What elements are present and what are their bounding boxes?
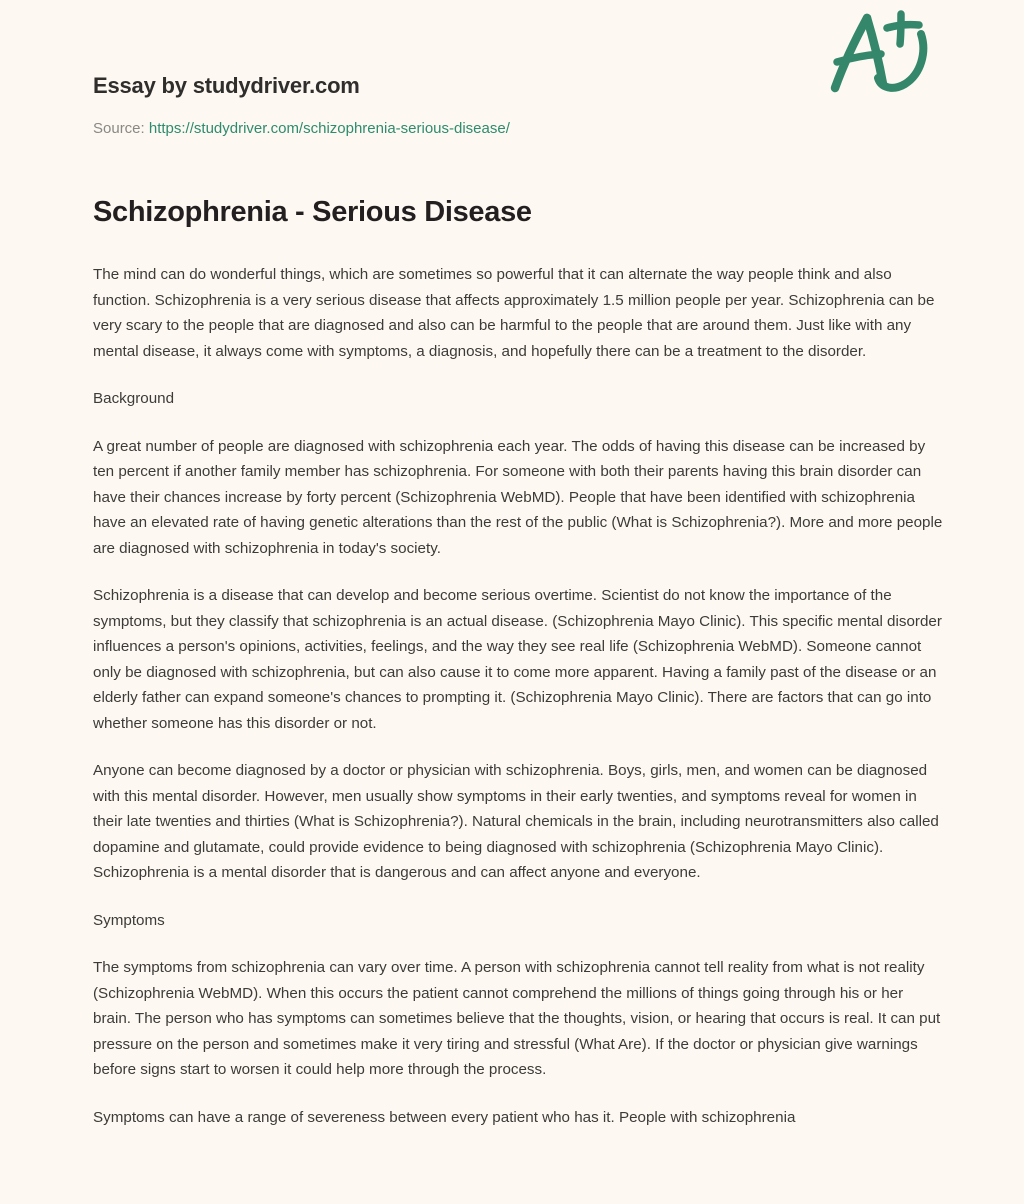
- a-plus-logo-icon: [821, 4, 941, 96]
- source-url-link[interactable]: https://studydriver.com/schizophrenia-serious-disease/: [148, 120, 510, 137]
- page-title: Schizophrenia - Serious Disease: [93, 196, 532, 228]
- source-line: [93, 119, 931, 139]
- body-paragraph: A great number of people are diagnosed with schizophrenia each year. The odds of having this disease can be increased by ten percent if another family member has schizophrenia. For someone with both their parents having this brain disorder can have their chances increase by forty percent (Schizophrenia WebMD). People that have been identified with schizophrenia have an elevated rate of having genetic alterations than the rest of the public (What is Schizophrenia?). More and more people are diagnosed with schizophrenia in today's society.: [93, 437, 943, 557]
- document-header: [93, 0, 931, 137]
- body-paragraph: Symptoms can have a range of severeness between every patient who has it. People with schizophrenia: [93, 1108, 796, 1126]
- section-heading: Symptoms: [93, 911, 165, 929]
- document-body: [93, 230, 943, 1130]
- source-label: Source:: [93, 120, 145, 137]
- section-heading: Background: [93, 390, 175, 407]
- body-paragraph: The symptoms from schizophrenia can vary over time. A person with schizophrenia cannot tell reality from what is not reality (Schizophrenia WebMD). When this occurs the patient cannot comprehend the millions of things going through his or her brain. The person who has symptoms can sometimes believe that the thoughts, vision, or hearing that occurs is real. It can put pressure on the person and sometimes make it very tiring and stressful (What Are). If the doctor or physician give warnings before signs start to worsen it could help more through the process.: [93, 959, 941, 1078]
- body-paragraph: Schizophrenia is a disease that can develop and become serious overtime. Scientist do not know the importance of the symptoms, but they classify that schizophrenia is an actual disease. (Schizophrenia Mayo Clinic). This specific mental disorder influences a person's opinions, activities, feelings, and the way they see real life (Schizophrenia WebMD). Someone cannot only be diagnosed with schizophrenia, but can also cause it to come more apparent. Having a family past of the disease or an elderly father can expand someone's chances to prompting it. (Schizophrenia Mayo Clinic). There are factors that can go into whether someone has this disorder or not.: [93, 587, 942, 732]
- body-paragraph: The mind can do wonderful things, which are sometimes so powerful that it can alternate the way people think and also function. Schizophrenia is a very serious disease that affects approximately 1.5 million people per year. Schizophrenia can be very scary to the people that are diagnosed and also can be harmful to the people that are around them. Just like with any mental disease, it always come with symptoms, a diagnosis, and hopefully there can be a treatment to the disorder.: [93, 266, 935, 360]
- essay-byline: Essay by studydriver.com: [93, 73, 360, 98]
- body-paragraph: Anyone can become diagnosed by a doctor or physician with schizophrenia. Boys, girls, men, and women can be diagnosed with this mental disorder. However, men usually show symptoms in their early twenties, and symptoms reveal for women in their late twenties and thirties (What is Schizophrenia?). Natural chemicals in the brain, including neurotransmitters also called dopamine and glutamate, could provide evidence to being diagnosed with schizophrenia (Schizophrenia Mayo Clinic). Schizophrenia is a mental disorder that is dangerous and can affect anyone and everyone.: [93, 762, 939, 881]
